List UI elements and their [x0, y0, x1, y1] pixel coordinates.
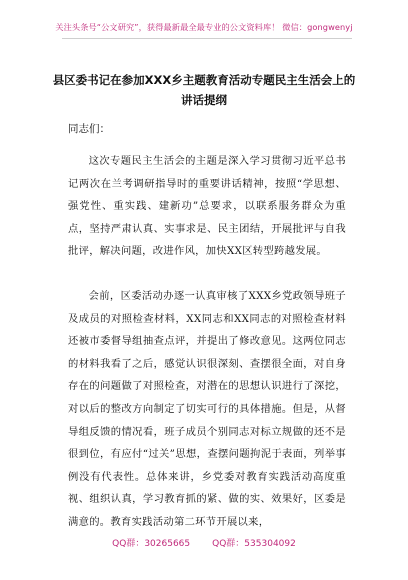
document-title: 县区委书记在参加XXX乡主题教育活动专题民主生活会上的讲话提纲	[52, 73, 356, 107]
salutation: 同志们：	[68, 123, 110, 135]
paragraph-1: 这次专题民主生活会的主题是深入学习贯彻习近平总书记两次在兰考调研指导时的重要讲话精神，按照“学思想、强党性、重实践、建新功”总要求，以联系服务群众为重点，坚持严肃认真、实事求是、民主团结，开展批评与自我批评，解决问题，改进作风，加快XX区转型跨越发展。	[68, 155, 346, 258]
footer-contacts	[0, 536, 408, 549]
header-banner: 关注头条号“公文研究”，获得最新最全最专业的公文资料库！ 微信：gongwenyj	[55, 22, 353, 32]
footer-qq-group-1: QQ群：30265665	[112, 539, 191, 549]
header-divider	[62, 38, 352, 39]
paragraph-2: 会前，区委活动办逐一认真审核了XXX乡党政领导班子及成员的对照检查材料，XX同志和XX同志的对照检查材料还被市委督导组抽查点评，并提出了修改意见。这两位同志的材料我看了之后，感觉认识很深刻、查摆很全面，对自身存在的问题做了对照检查，对潜在的思想认识进行了深挖，对以后的整改方向制定了切实可行的具体措施。但是，从督导组反馈的情况看，班子成员个别同志对标立规做的还不是很到位，有应付“过关”思想，查摆问题拘泥于表面，列举事例没有代表性。总体来讲，乡党委对教育实践活动高度重视、组织认真，学习教育抓的紧、做的实、效果好，区委是满意的。教育实践活动第二环节开展以来，	[68, 290, 346, 528]
footer-qq-group-2: QQ群：535304092	[212, 539, 296, 549]
